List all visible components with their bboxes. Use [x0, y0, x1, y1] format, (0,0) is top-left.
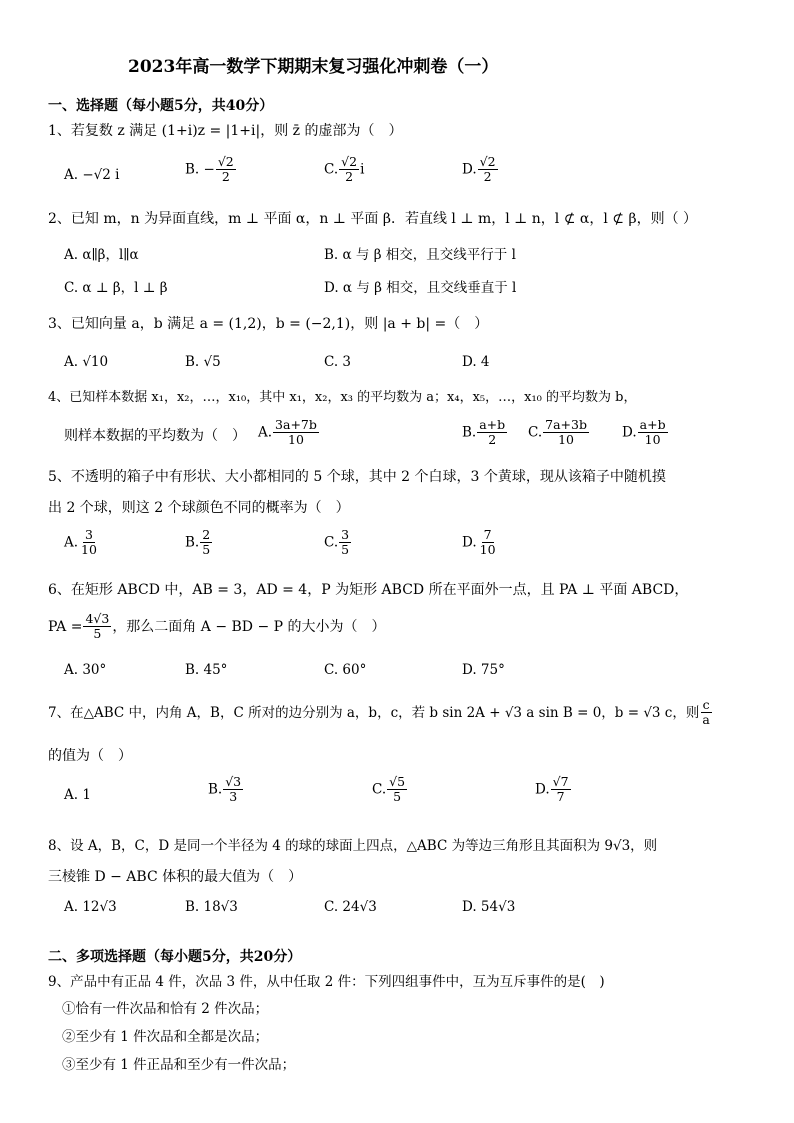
- question-4-option-a: A. $\frac{3a+7b}{10}$: [258, 417, 317, 448]
- section-heading-multiple-choice: 二、多项选择题（每小题5分，共20分）: [48, 949, 302, 965]
- question-8-option-a: A. 12√3: [64, 899, 117, 915]
- question-8-line-2: 三棱锥 D − ABC 体积的最大值为（ ）: [48, 869, 303, 885]
- question-4-option-c: C. $\frac{7a+3b}{10}$: [528, 417, 587, 448]
- question-6-line-2: PA = $\frac{4√3}{5}$ ，那么二面角 A − BD − P 的大小为（ ）: [48, 611, 386, 642]
- question-2-stem: 2、已知 m，n 为异面直线，m ⊥ 平面 α，n ⊥ 平面 β．若直线 l ⊥ m，l ⊥ n，l ⊄ α，l ⊄ β，则（ ）: [48, 211, 698, 227]
- question-9-item-3: ③至少有 1 件正品和至少有一件次品；: [62, 1057, 296, 1073]
- question-7-line-2: 的值为（ ）: [48, 748, 132, 764]
- question-1-option-b: B. − $\frac{√2}{2}$: [185, 154, 234, 185]
- question-1-option-c: C. $\frac{√2}{2}$ i: [324, 154, 365, 185]
- question-7-option-a: A. 1: [64, 787, 91, 803]
- question-3-stem: 3、已知向量 a，b 满足 a = (1,2)，b = (−2,1)，则 |a + b| =（ ）: [48, 316, 489, 332]
- question-5-option-c: C. $\frac{3}{5}$: [324, 527, 350, 558]
- question-4-option-b: B. $\frac{a+b}{2}$: [462, 417, 506, 448]
- page-title: 2023年高一数学下期期末复习强化冲刺卷（一）: [128, 57, 499, 77]
- section-heading-single-choice: 一、选择题（每小题5分，共40分）: [48, 98, 274, 114]
- question-6-option-c: C. 60°: [324, 662, 367, 678]
- question-5-option-d: D. $\frac{7}{10}$: [462, 527, 496, 558]
- question-5-line-1: 5、不透明的箱子中有形状、大小都相同的 5 个球，其中 2 个白球，3 个黄球，现从该箱子中随机摸: [48, 469, 666, 485]
- question-6-option-a: A. 30°: [64, 662, 107, 678]
- question-2-option-c: C. α ⊥ β，l ⊥ β: [64, 280, 168, 296]
- question-7-option-b: B. $\frac{√3}{3}$: [208, 774, 242, 805]
- question-3-option-b: B. √5: [185, 354, 221, 370]
- question-9-item-2: ②至少有 1 件次品和全都是次品；: [62, 1029, 269, 1045]
- question-6-option-b: B. 45°: [185, 662, 228, 678]
- question-7-line-1: 7、在△ABC 中，内角 A，B，C 所对的边分别为 a，b，c，若 b sin 2A + √3 a sin B = 0，b = √3 c，则 $\frac{c}{a}$: [48, 697, 710, 728]
- question-1-option-d: D. $\frac{√2}{2}$: [462, 154, 496, 185]
- question-5-option-a: A. $\frac{3}{10}$: [64, 527, 97, 558]
- question-3-option-a: A. √10: [64, 354, 109, 370]
- question-2-option-d: D. α 与 β 相交，且交线垂直于 l: [324, 280, 517, 296]
- question-8-line-1: 8、设 A，B，C，D 是同一个半径为 4 的球的球面上四点，△ABC 为等边三角形且其面积为 9√3，则: [48, 838, 658, 854]
- question-7-option-c: C. $\frac{√5}{5}$: [372, 774, 406, 805]
- question-4-option-d: D. $\frac{a+b}{10}$: [622, 417, 666, 448]
- question-8-option-b: B. 18√3: [185, 899, 238, 915]
- question-4-line-1: 4、已知样本数据 x₁，x₂，…，x₁₀，其中 x₁，x₂，x₃ 的平均数为 a；x₄，x₅，…，x₁₀ 的平均数为 b，: [48, 390, 637, 405]
- question-2-option-b: B. α 与 β 相交，且交线平行于 l: [324, 247, 516, 263]
- question-1-option-a: A. −√2 i: [64, 167, 120, 183]
- question-5-line-2: 出 2 个球，则这 2 个球颜色不同的概率为（ ）: [48, 500, 350, 516]
- question-6-line-1: 6、在矩形 ABCD 中，AB = 3，AD = 4，P 为矩形 ABCD 所在平面外一点，且 PA ⊥ 平面 ABCD，: [48, 582, 689, 598]
- question-8-option-c: C. 24√3: [324, 899, 377, 915]
- question-6-option-d: D. 75°: [462, 662, 505, 678]
- question-2-option-a: A. α∥β，l∥α: [64, 247, 139, 263]
- question-9-item-1: ①恰有一件次品和恰有 2 件次品；: [62, 1001, 269, 1017]
- question-8-option-d: D. 54√3: [462, 899, 516, 915]
- question-3-option-c: C. 3: [324, 354, 352, 370]
- question-3-option-d: D. 4: [462, 354, 490, 370]
- question-7-option-d: D. $\frac{√7}{7}$: [535, 774, 569, 805]
- question-1-stem: 1、若复数 z 满足 (1+i)z = |1+i|，则 z̄ 的虚部为（ ）: [48, 123, 403, 139]
- question-9-stem: 9、产品中有正品 4 件，次品 3 件，从中任取 2 件：下列四组事件中，互为互斥事件的是( ): [48, 974, 605, 990]
- question-4-line-2: 则样本数据的平均数为（ ）: [64, 428, 246, 444]
- question-5-option-b: B. $\frac{2}{5}$: [185, 527, 211, 558]
